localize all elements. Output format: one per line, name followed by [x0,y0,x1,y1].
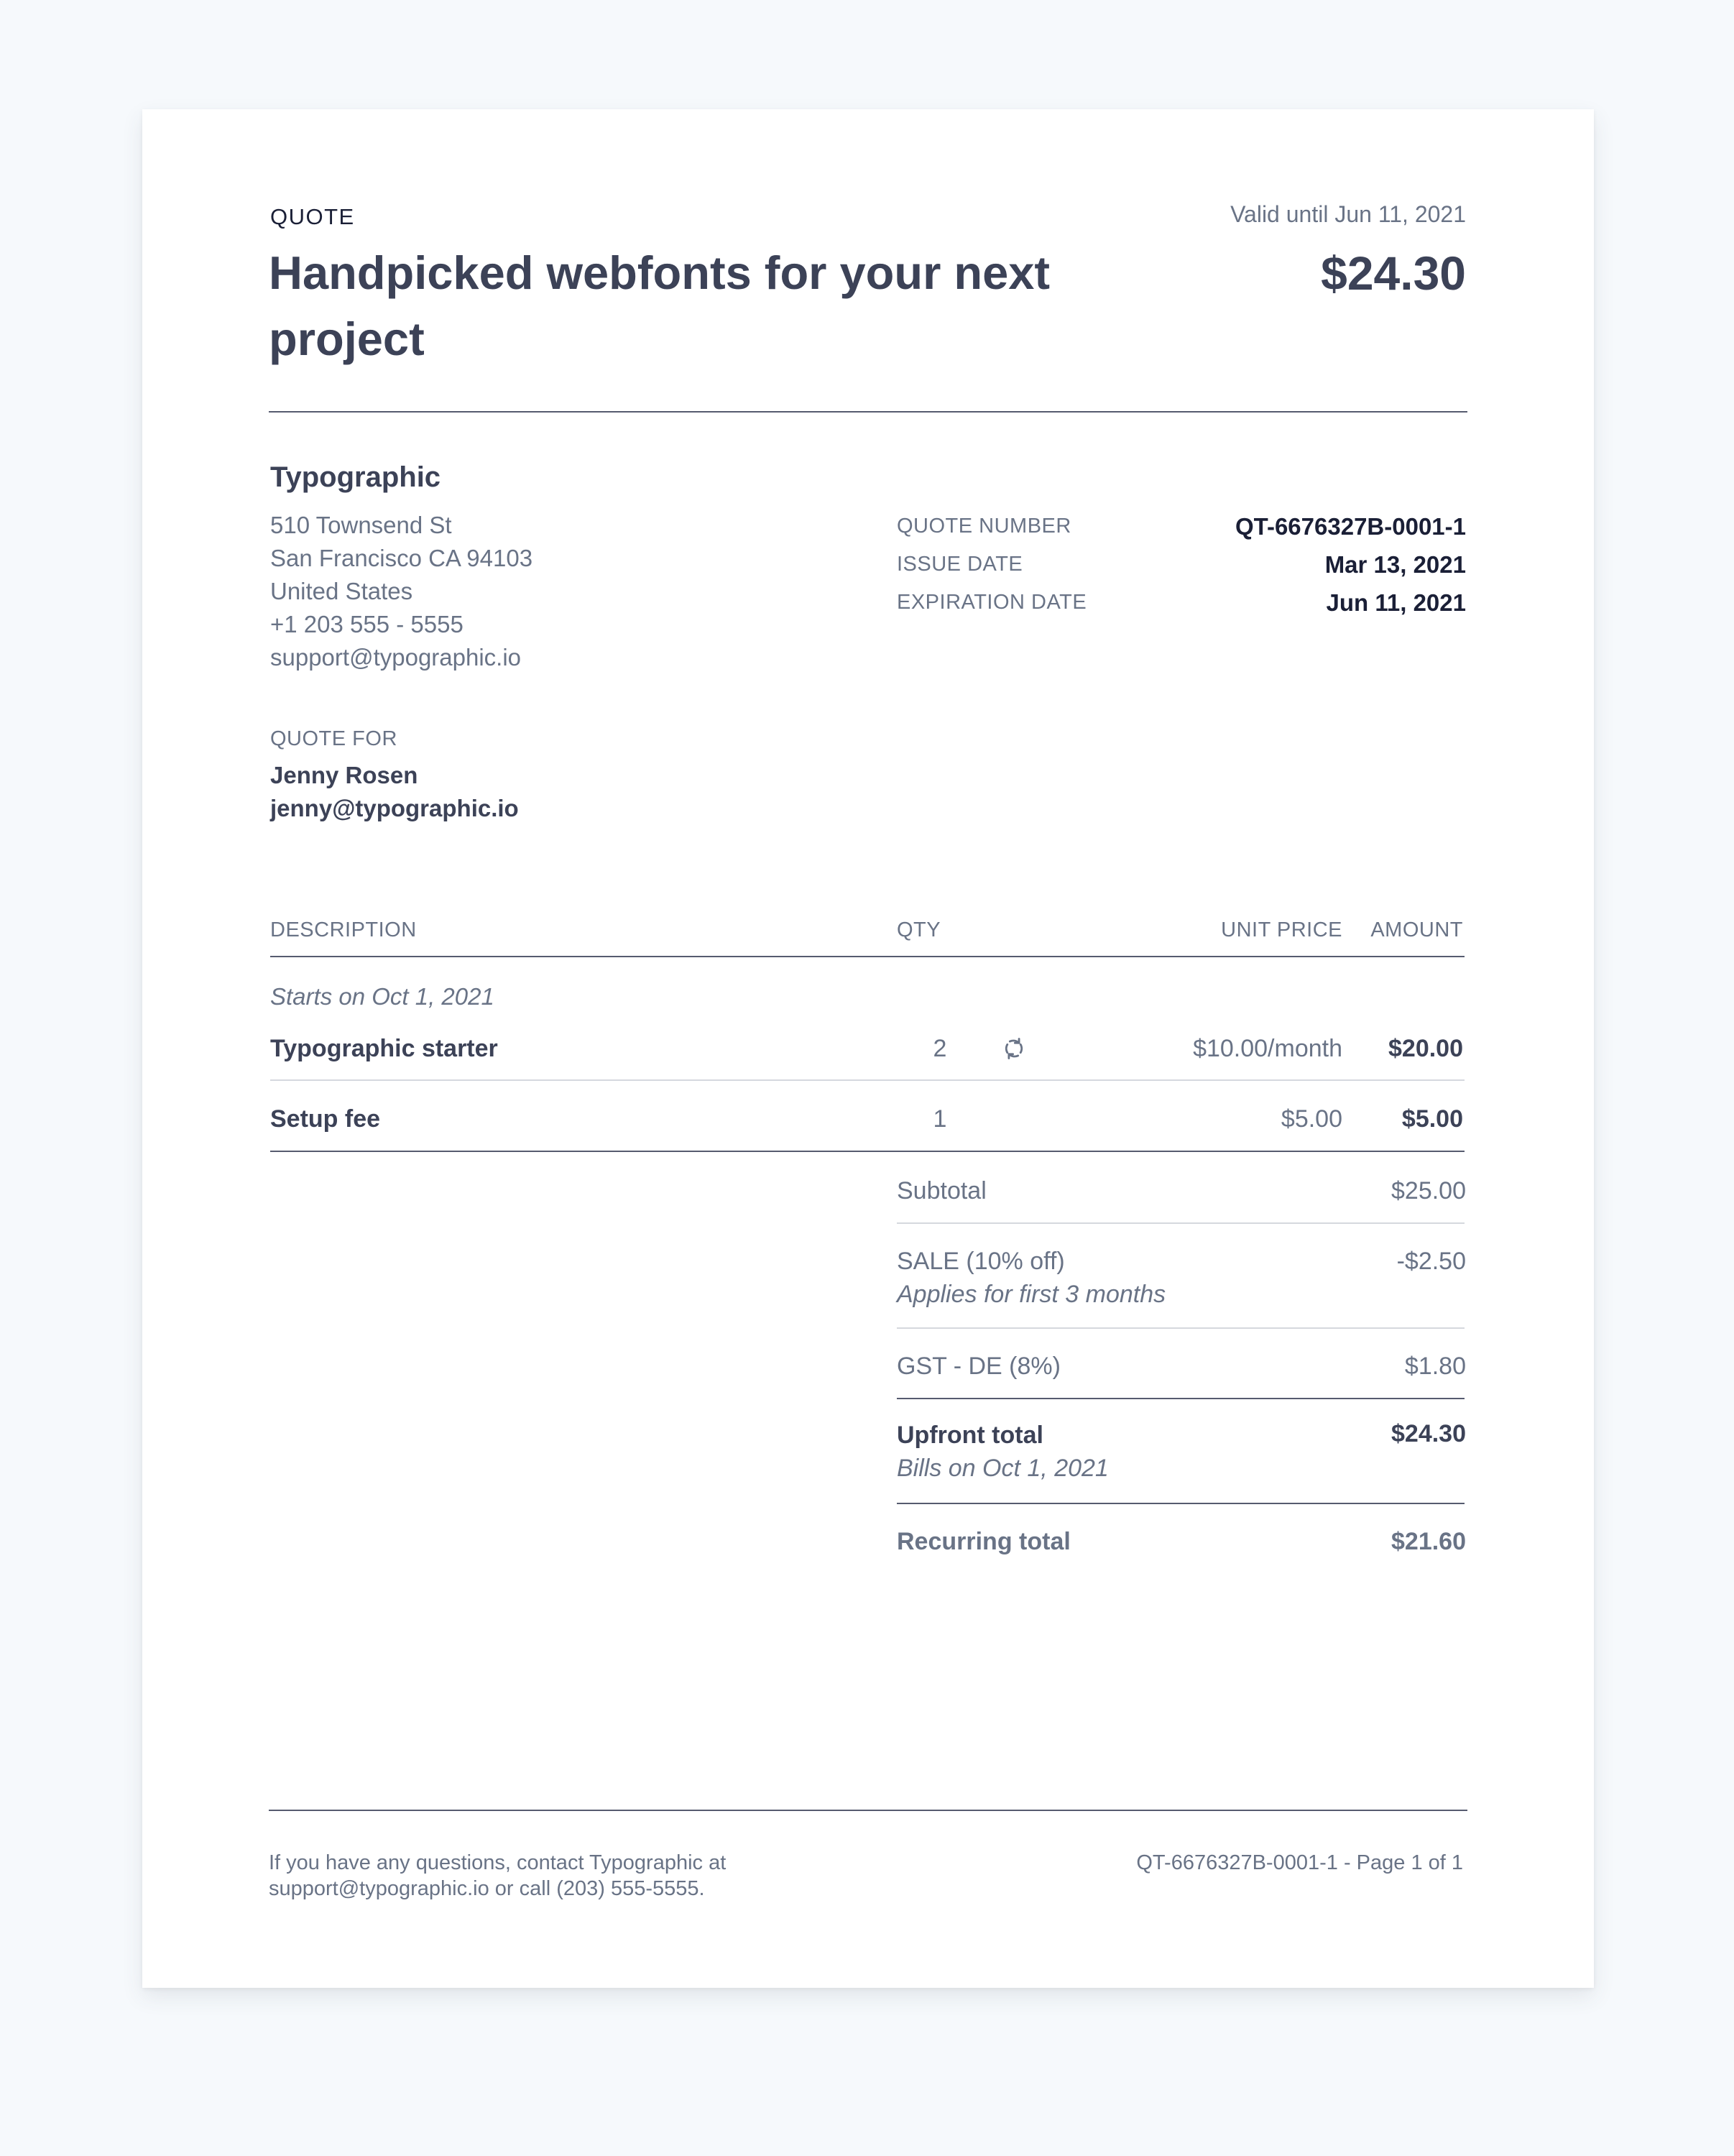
subtotal-label: Subtotal [897,1177,987,1204]
upfront-total-note: Bills on Oct 1, 2021 [897,1455,1109,1482]
header-divider [269,411,1467,413]
summary-divider [897,1222,1465,1224]
tax-label: GST - DE (8%) [897,1353,1061,1380]
upfront-total-value: $24.30 [1391,1420,1466,1447]
table-header-divider [270,956,1465,957]
recurring-total-label: Recurring total [897,1528,1071,1555]
table-bottom-divider [270,1151,1465,1152]
column-header-amount: AMOUNT [1370,918,1463,941]
meta-value-expiration-date: Jun 11, 2021 [1326,589,1466,616]
meta-label-issue-date: ISSUE DATE [897,553,1023,576]
meta-value-quote-number: QT-6676327B-0001-1 [1235,513,1466,540]
quote-title-line2: project [269,313,425,365]
quote-document [142,109,1594,1988]
recurring-icon [1002,1036,1026,1061]
customer-name: Jenny Rosen [270,762,418,788]
column-header-description: DESCRIPTION [270,918,417,941]
seller-address-line: 510 Townsend St [270,512,452,538]
row-unit-price: $5.00 [1281,1105,1342,1133]
summary-divider-strong [897,1503,1465,1504]
seller-address-line: San Francisco CA 94103 [270,545,533,571]
row-qty: 1 [933,1105,947,1133]
column-header-qty: QTY [897,918,941,941]
recurring-total-value: $21.60 [1391,1528,1466,1555]
seller-email: support@typographic.io [270,644,522,671]
row-unit-price: $10.00/month [1193,1035,1342,1062]
valid-until: Valid until Jun 11, 2021 [1230,201,1466,227]
summary-divider-strong [897,1398,1465,1399]
meta-value-issue-date: Mar 13, 2021 [1324,551,1466,578]
row-divider [270,1079,1465,1081]
row-qty: 2 [933,1035,947,1062]
row-amount: $5.00 [1401,1105,1463,1133]
quote-for-label: QUOTE FOR [270,727,397,750]
period-note: Starts on Oct 1, 2021 [270,983,494,1010]
footer-contact-line2: support@typographic.io or call (203) 555-5555. [269,1877,705,1900]
subtotal-value: $25.00 [1391,1177,1466,1204]
meta-label-quote-number: QUOTE NUMBER [897,515,1071,538]
footer-divider [269,1810,1467,1811]
quote-title-line1: Handpicked webfonts for your next [269,247,1051,299]
quote-total: $24.30 [1321,247,1466,300]
row-description: Typographic starter [270,1035,498,1062]
summary-divider [897,1327,1465,1329]
discount-note: Applies for first 3 months [897,1281,1166,1308]
discount-value: -$2.50 [1396,1248,1466,1275]
tax-value: $1.80 [1404,1353,1466,1380]
seller-address-line: United States [270,578,413,604]
seller-phone: +1 203 555 - 5555 [270,611,464,637]
row-description: Setup fee [270,1105,381,1133]
customer-email: jenny@typographic.io [270,795,519,821]
discount-label: SALE (10% off) [897,1248,1065,1275]
seller-name: Typographic [270,461,441,493]
row-amount: $20.00 [1388,1035,1463,1062]
doc-type-label: QUOTE [270,204,355,229]
meta-label-expiration-date: EXPIRATION DATE [897,591,1087,614]
footer-page-ref: QT-6676327B-0001-1 - Page 1 of 1 [1136,1851,1463,1874]
column-header-unit-price: UNIT PRICE [1221,918,1342,941]
upfront-total-label: Upfront total [897,1422,1043,1449]
footer-contact-line1: If you have any questions, contact Typographic at [269,1851,727,1874]
